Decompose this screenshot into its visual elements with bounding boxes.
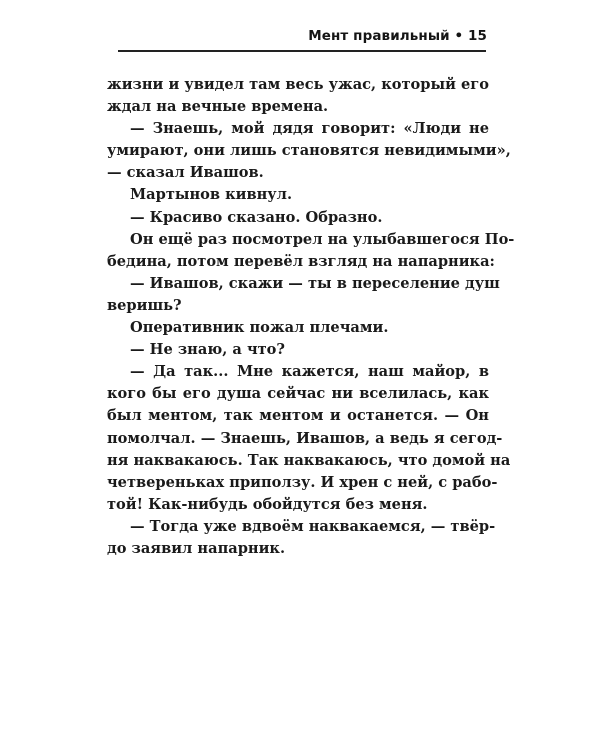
text-line: помолчал. — Знаешь, Ивашов, а ведь я сегод-	[107, 429, 503, 447]
text-line: той! Как-нибудь обойдутся без меня.	[107, 495, 428, 513]
text-line: Он ещё раз посмотрел на улыбавшегося По-	[130, 230, 515, 248]
body-text	[107, 74, 515, 560]
text-line: четвереньках приползу. И хрен с ней, с рабо-	[107, 473, 498, 491]
text-line: умирают, они лишь становятся невидимыми»,	[107, 142, 511, 160]
text-line: — сказал Ивашов.	[107, 164, 264, 182]
text-line: — Знаешь, мой дядя говорит: «Люди не	[130, 120, 489, 138]
text-line: Оперативник пожал плечами.	[130, 319, 389, 337]
text-line: бедина, потом перевёл взгляд на напарника:	[107, 252, 495, 270]
text-line: — Ивашов, скажи — ты в переселение душ	[130, 274, 500, 292]
text-line: был ментом, так ментом и останется. — Он	[107, 407, 489, 425]
text-line: кого бы его душа сейчас ни вселилась, как	[107, 385, 489, 403]
text-line: — Красиво сказано. Образно.	[130, 208, 383, 226]
text-line: ждал на вечные времена.	[107, 98, 329, 116]
text-line: веришь?	[107, 296, 182, 314]
running-header: Мент правильный • 15	[308, 28, 487, 44]
text-line: Мартынов кивнул.	[130, 186, 293, 204]
text-line: ня наквакаюсь. Так наквакаюсь, что домой на	[107, 451, 511, 469]
text-line: до заявил напарник.	[107, 539, 286, 557]
text-line: — Да так... Мне кажется, наш майор, в	[130, 363, 489, 381]
text-line: жизни и увидел там весь ужас, который его	[107, 76, 489, 93]
text-line: — Не знаю, а что?	[130, 341, 285, 359]
header-rule	[118, 50, 486, 52]
text-line: — Тогда уже вдвоём наквакаемся, — твёр-	[130, 517, 496, 535]
